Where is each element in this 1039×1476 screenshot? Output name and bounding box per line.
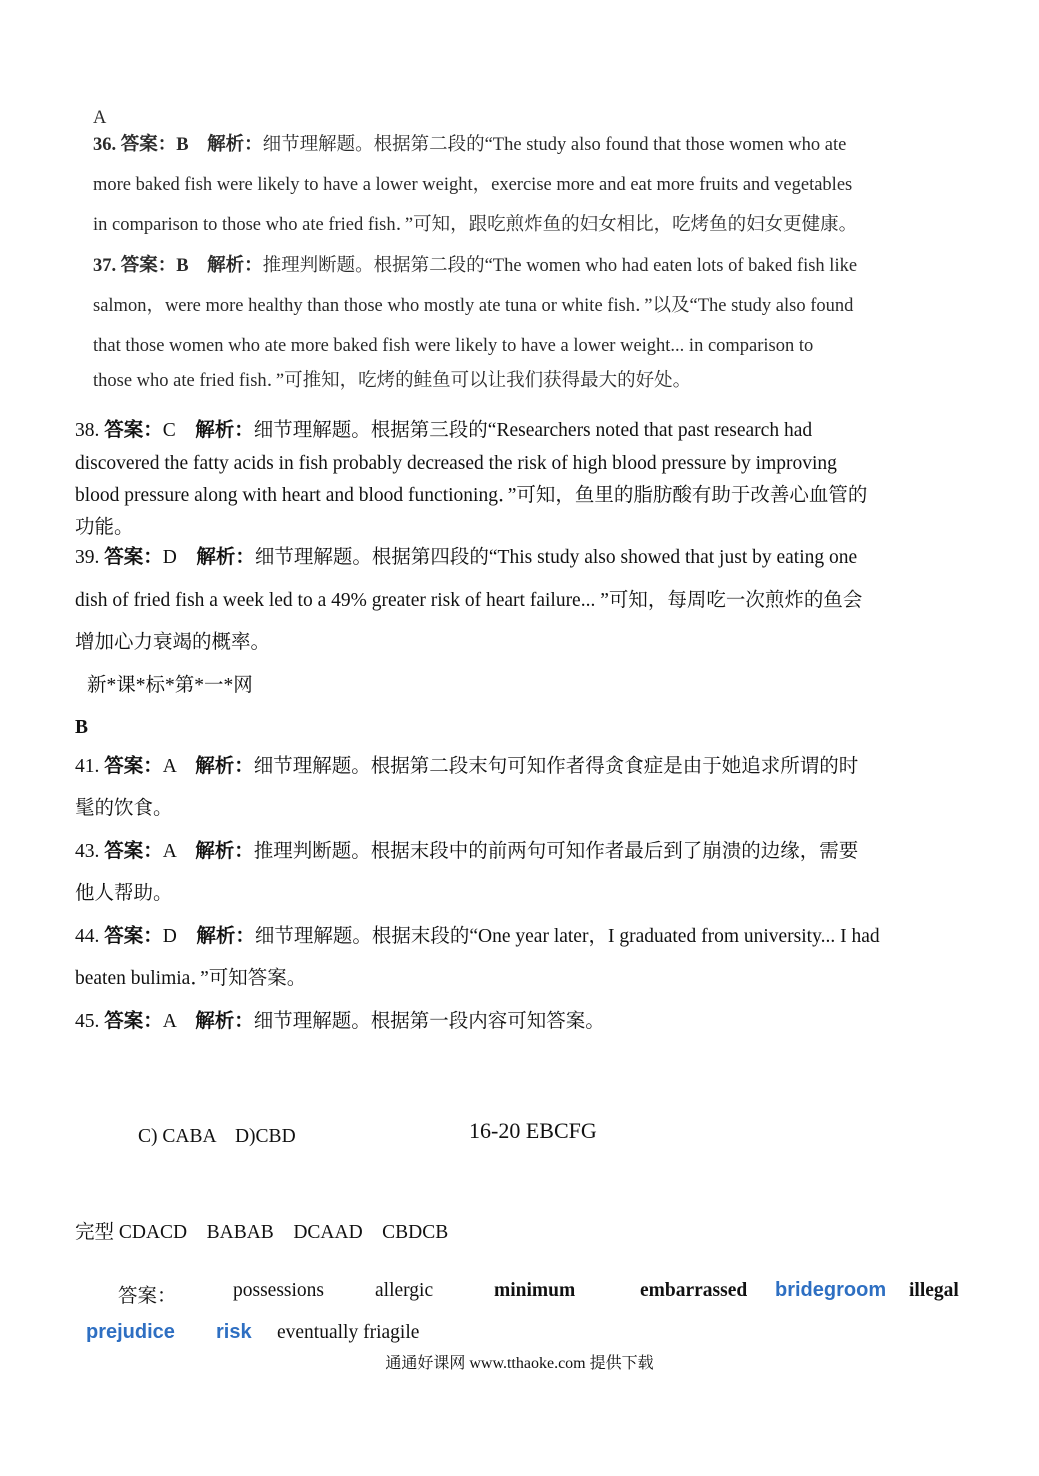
answer-37-label: 37. 答案：B 解析： bbox=[93, 256, 263, 276]
word-answer-1: possessions bbox=[233, 1280, 325, 1301]
answer-41-line-1 bbox=[75, 755, 858, 779]
answer-37-line-1 bbox=[93, 254, 857, 278]
answer-44-text: 细节理解题。根据末段的“One year later，I graduated from university... I had bbox=[254, 926, 880, 947]
answer-39-number: 39. bbox=[75, 547, 105, 568]
answer-36-text: 细节理解题。根据第二段的“The study also found that those women who ate bbox=[262, 135, 847, 155]
section-a-heading: A bbox=[93, 108, 107, 128]
answer-43-text: 推理判断题。根据末段中的前两句可知作者最后到了崩溃的边缘，需要 bbox=[253, 841, 859, 862]
answers-cloze: 完型 CDACD BABAB DCAAD CBDCB bbox=[75, 1222, 449, 1243]
answer-38-line-1 bbox=[75, 419, 812, 443]
answer-44-line-1 bbox=[75, 925, 880, 949]
word-answer-3: minimum bbox=[494, 1280, 576, 1301]
word-answer-6: illegal bbox=[909, 1280, 959, 1301]
answer-38-answer-label: 答案： bbox=[104, 420, 163, 441]
answer-37-line-3: that those women who ate more baked fish were likely to have a lower weight... in comparison to bbox=[93, 336, 814, 356]
answers-16-20: 16-20 EBCFG bbox=[469, 1118, 597, 1143]
answer-45-line-1 bbox=[75, 1010, 605, 1034]
word-answer-4: embarrassed bbox=[640, 1280, 748, 1301]
answer-38-choice: C bbox=[162, 420, 196, 441]
word-answer-2: allergic bbox=[375, 1280, 434, 1301]
answer-36-line-2: more baked fish were likely to have a lower weight，exercise more and eat more fruits and vegetables bbox=[93, 175, 853, 195]
answer-41-text: 细节理解题。根据第二段末句可知作者得贪食症是由于她追求所谓的时 bbox=[253, 756, 859, 777]
answer-43-answer-label: 答案： bbox=[104, 841, 163, 862]
answer-37-text: 推理判断题。根据第二段的“The women who had eaten lots of baked fish like bbox=[262, 256, 858, 276]
word-answers-label: 答案： bbox=[118, 1286, 177, 1307]
answers-c-d: C) CABA D)CBD bbox=[138, 1126, 296, 1147]
answer-39-line-3: 增加心力衰竭的概率。 bbox=[75, 632, 271, 653]
answer-43-line-2: 他人帮助。 bbox=[75, 883, 173, 904]
answer-43-number: 43. bbox=[75, 841, 105, 862]
answer-43-choice: A bbox=[162, 841, 196, 862]
answer-45-choice: A bbox=[162, 1011, 196, 1032]
answer-45-number: 45. bbox=[75, 1011, 105, 1032]
answer-45-text: 细节理解题。根据第一段内容可知答案。 bbox=[253, 1011, 605, 1032]
answer-44-explain-label: 解析： bbox=[196, 926, 255, 947]
answer-38-text: 细节理解题。根据第三段的“Researchers noted that past research had bbox=[253, 420, 813, 441]
answer-41-explain-label: 解析： bbox=[195, 756, 254, 777]
answer-37-line-2: salmon，were more healthy than those who mostly ate tuna or white fish．”以及“The study also found bbox=[93, 296, 854, 316]
answer-39-line-2: dish of fried fish a week led to a 49% greater risk of heart failure... ”可知，每周吃一次煎炸的鱼会 bbox=[75, 590, 863, 611]
answer-37-line-4: those who ate fried fish．”可推知，吃烤的鲑鱼可以让我们获得最大的好处。 bbox=[93, 371, 692, 391]
word-answer-9: eventually friagile bbox=[277, 1322, 420, 1343]
answer-44-number: 44. bbox=[75, 926, 105, 947]
answer-36-label: 36. 答案：B 解析： bbox=[93, 135, 263, 155]
answer-39-explain-label: 解析： bbox=[196, 547, 255, 568]
word-answer-7: prejudice bbox=[86, 1321, 175, 1343]
answer-44-choice: D bbox=[162, 926, 197, 947]
answer-39-text: 细节理解题。根据第四段的“This study also showed that just by eating one bbox=[254, 547, 858, 568]
answer-44-answer-label: 答案： bbox=[104, 926, 163, 947]
answer-43-explain-label: 解析： bbox=[195, 841, 254, 862]
answer-38-number: 38. bbox=[75, 420, 105, 441]
answer-38-line-2: discovered the fatty acids in fish probably decreased the risk of high blood pressure by improving bbox=[75, 453, 837, 474]
answer-38-line-4: 功能。 bbox=[75, 517, 134, 538]
answer-39-choice: D bbox=[162, 547, 197, 568]
footer-source: 通通好课网 www.tthaoke.com 提供下载 bbox=[385, 1355, 654, 1372]
word-answer-8: risk bbox=[216, 1321, 252, 1343]
answer-36-line-1 bbox=[93, 133, 846, 157]
answer-38-explain-label: 解析： bbox=[195, 420, 254, 441]
answer-43-line-1 bbox=[75, 840, 858, 864]
watermark-text: 新*课*标*第*一*网 bbox=[87, 675, 253, 696]
word-answer-5: bridegroom bbox=[775, 1279, 887, 1301]
answer-41-line-2: 髦的饮食。 bbox=[75, 798, 173, 819]
answer-36-line-3: in comparison to those who ate fried fish．”可知，跟吃煎炸鱼的妇女相比，吃烤鱼的妇女更健康。 bbox=[93, 215, 858, 235]
answer-41-answer-label: 答案： bbox=[104, 756, 163, 777]
answer-41-number: 41. bbox=[75, 756, 105, 777]
answer-41-choice: A bbox=[162, 756, 196, 777]
answer-45-answer-label: 答案： bbox=[104, 1011, 163, 1032]
section-b-heading: B bbox=[75, 717, 89, 738]
answer-44-line-2: beaten bulimia．”可知答案。 bbox=[75, 968, 307, 989]
answer-38-line-3: blood pressure along with heart and blood functioning．”可知，鱼里的脂肪酸有助于改善心血管的 bbox=[75, 485, 868, 506]
answer-45-explain-label: 解析： bbox=[195, 1011, 254, 1032]
answer-39-answer-label: 答案： bbox=[104, 547, 163, 568]
answer-39-line-1 bbox=[75, 546, 857, 570]
